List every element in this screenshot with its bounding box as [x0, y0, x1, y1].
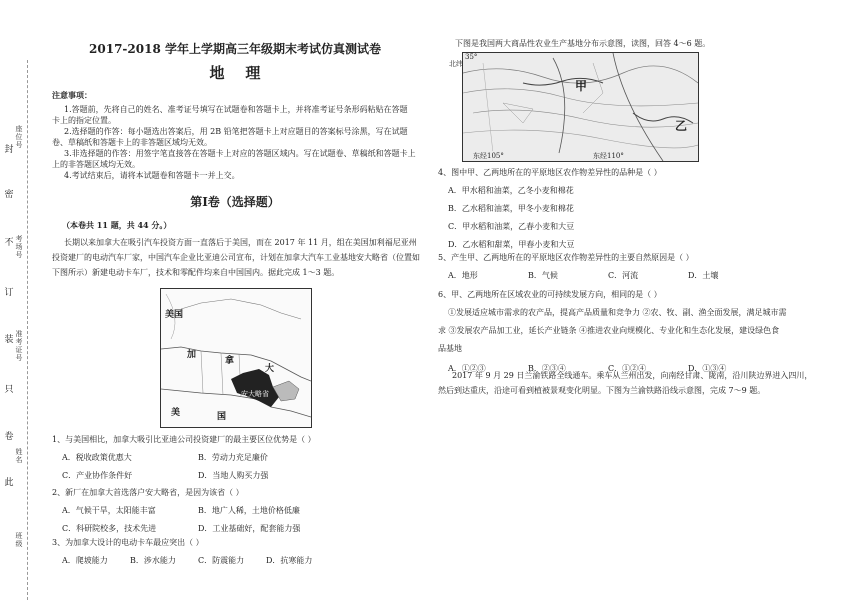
- notice-line: 上的非答题区域均无效。: [52, 160, 140, 169]
- notice-body: [52, 104, 424, 181]
- option: C．防震能力: [198, 556, 245, 565]
- question-stem: 2、新厂在加拿大首选落户安大略省，是因为该省（ ）: [52, 488, 244, 497]
- notice-line: 卷、草稿纸和答题卡上的非答题区域均无效。: [52, 138, 212, 147]
- option: B．地广人稀，土地价格低廉: [198, 506, 300, 515]
- seal-char: 装: [4, 335, 14, 345]
- binding-sidebar: [0, 0, 40, 608]
- intro-line: 2017 年 9 月 29 日兰渝铁路全线通车。乘车从兰州出发，向南经甘肃、陇南，沿川陕边界进入四川，: [452, 371, 813, 380]
- option: A．甲水稻和油菜，乙冬小麦和棉花: [448, 186, 574, 195]
- option: D．抗寒能力: [266, 556, 313, 565]
- question-stem: 5、产生甲、乙两地所在的平原地区农作物差异性的主要自然原因是（ ）: [438, 253, 694, 262]
- option: C．①②④: [608, 364, 647, 373]
- option: C．河流: [608, 271, 639, 280]
- seat-number-field: 座位号: [15, 125, 23, 149]
- option: A．①②③: [448, 364, 486, 373]
- seal-char: 此: [4, 478, 14, 488]
- question-1: [52, 434, 424, 481]
- option: D．①③④: [688, 364, 727, 373]
- intro-line: 下图所示）新建电动卡车厂，技术和零配件均来自中国国内。据此完成 1～3 题。: [52, 268, 340, 277]
- class-field: 班级: [15, 532, 23, 548]
- seal-char: 卷: [4, 432, 14, 442]
- ticket-number-field: 准考证号: [15, 330, 23, 362]
- option: A．气候干旱，太阳能丰富: [62, 506, 156, 515]
- question-4: [438, 167, 833, 250]
- intro-line: 投资建厂的电动汽车厂家，中国汽车企业比亚迪公司宣布，计划在加拿大汽车工业基地安大略省（位置如: [52, 253, 420, 262]
- option: B．乙水稻和油菜，甲冬小麦和棉花: [448, 204, 574, 213]
- map-lat-label: 35°: [465, 53, 478, 61]
- map-lon1-label: 东经105°: [473, 152, 504, 160]
- option: D．当地人购买力强: [198, 471, 269, 480]
- seal-char: 订: [4, 288, 14, 298]
- map-label-ontario: 安大略省: [241, 390, 269, 398]
- map-label-jia: 加: [187, 350, 197, 360]
- subject-title: 地 理: [209, 64, 261, 82]
- map-label-yi: 乙: [675, 119, 688, 133]
- option: C．甲水稻和油菜，乙春小麦和大豆: [448, 222, 575, 231]
- map-label-na: 拿: [225, 356, 235, 366]
- option: D．乙水稻和甜菜，甲春小麦和大豆: [448, 240, 575, 249]
- seal-char: 只: [4, 385, 14, 395]
- part-subtitle: （本卷共 11 题，共 44 分。）: [62, 220, 172, 230]
- option: B．涉水能力: [130, 556, 176, 565]
- notice-line: 1.答题前，先将自己的姓名、准考证号填写在试题卷和答题卡上，并将准考证号条形码粘贴在答题: [64, 105, 408, 114]
- intro-line: 然后到达重庆，沿途可看到植被景观变化明显。下图为兰渝铁路沿线示意图，完成 7～9 题。: [438, 386, 766, 395]
- option: B．气候: [528, 271, 558, 280]
- option: A．爬坡能力: [62, 556, 108, 565]
- seal-char: 封: [4, 145, 14, 155]
- map-north-label: 北纬: [449, 60, 463, 68]
- seal-char: 不: [4, 238, 14, 248]
- question-2: [52, 487, 424, 534]
- question-stem: 3、为加拿大设计的电动卡车最应突出（ ）: [52, 538, 204, 547]
- map-label-jia: 甲: [575, 79, 588, 93]
- question-stem: 1、与美国相比，加拿大吸引比亚迪公司投资建厂的最主要区位优势是（ ）: [52, 435, 316, 444]
- map-label-usa-bottom: 美: [171, 408, 181, 418]
- notice-line: 2.选择题的作答：每小题选出答案后，用 2B 铅笔把答题卡上对应题目的答案标号涂黑，写在试题: [64, 127, 408, 136]
- option: C．产业协作条件好: [62, 471, 133, 480]
- option: B．②③④: [528, 364, 566, 373]
- china-agri-map-graphic: [463, 53, 698, 161]
- canada-map-graphic: [161, 289, 311, 427]
- question-5: [438, 252, 833, 281]
- canada-map: [160, 288, 312, 428]
- notice-line: 3.非选择题的作答：用签字笔直接答在答题卡上对应的答题区域内。写在试题卷、草稿纸和答题卡上: [64, 149, 416, 158]
- exam-room-field: 考场号: [15, 235, 23, 259]
- option: D．工业基础好，配套能力强: [198, 524, 301, 533]
- question-desc: 求 ③发展农产品加工业，延长产业链条 ④推进农业向规模化、专业化和生态化发展，建设绿色食: [438, 326, 780, 335]
- right-intro: 下图是我国两大商品性农业生产基地分布示意图，读图，回答 4～6 题。: [455, 39, 711, 48]
- question-3: [52, 537, 424, 566]
- question-stem: 6、甲、乙两地所在区域农业的可持续发展方向，相同的是（ ）: [438, 290, 662, 299]
- notice-line: 4.考试结束后，请将本试题卷和答题卡一并上交。: [64, 171, 240, 180]
- question-6: [438, 288, 838, 376]
- map-label-usa-top: 美国: [165, 310, 184, 320]
- notice-line: 卡上的指定位置。: [52, 116, 116, 125]
- question-desc: ①发展适应城市需求的农产品，提高产品质量和竞争力 ②农、牧、副、渔全面发展，满足城市需: [448, 308, 787, 317]
- option: A．地形: [448, 271, 478, 280]
- part-title: 第Ⅰ卷（选择题）: [190, 195, 280, 209]
- question-desc: 品基地: [438, 344, 462, 353]
- option: B．劳动力充足廉价: [198, 453, 268, 462]
- seal-char: 密: [4, 190, 14, 200]
- option: D．土壤: [688, 271, 719, 280]
- notice-title: 注意事项：: [52, 90, 92, 100]
- option: C．科研院校多，技术先进: [62, 524, 157, 533]
- question-stem: 4、图中甲、乙两地所在的平原地区农作物差异性的品种是（ ）: [438, 168, 662, 177]
- binding-line: [27, 60, 28, 600]
- china-agri-map: [449, 52, 699, 162]
- intro-paragraph: [52, 235, 424, 280]
- map-label-da: 大: [265, 364, 275, 374]
- name-field: 姓名: [15, 448, 23, 464]
- exam-title: 2017-2018 学年上学期高三年级期末考试仿真测试卷: [89, 42, 381, 56]
- intro-line: 长期以来加拿大在吸引汽车投资方面一直落后于美国，而在 2017 年 11 月，组在美国加利福尼亚州: [64, 238, 417, 247]
- option: A．税收政策优惠大: [62, 453, 132, 462]
- next-intro: [438, 368, 838, 398]
- map-lon2-label: 东经110°: [593, 152, 624, 160]
- map-label-guo: 国: [217, 412, 227, 422]
